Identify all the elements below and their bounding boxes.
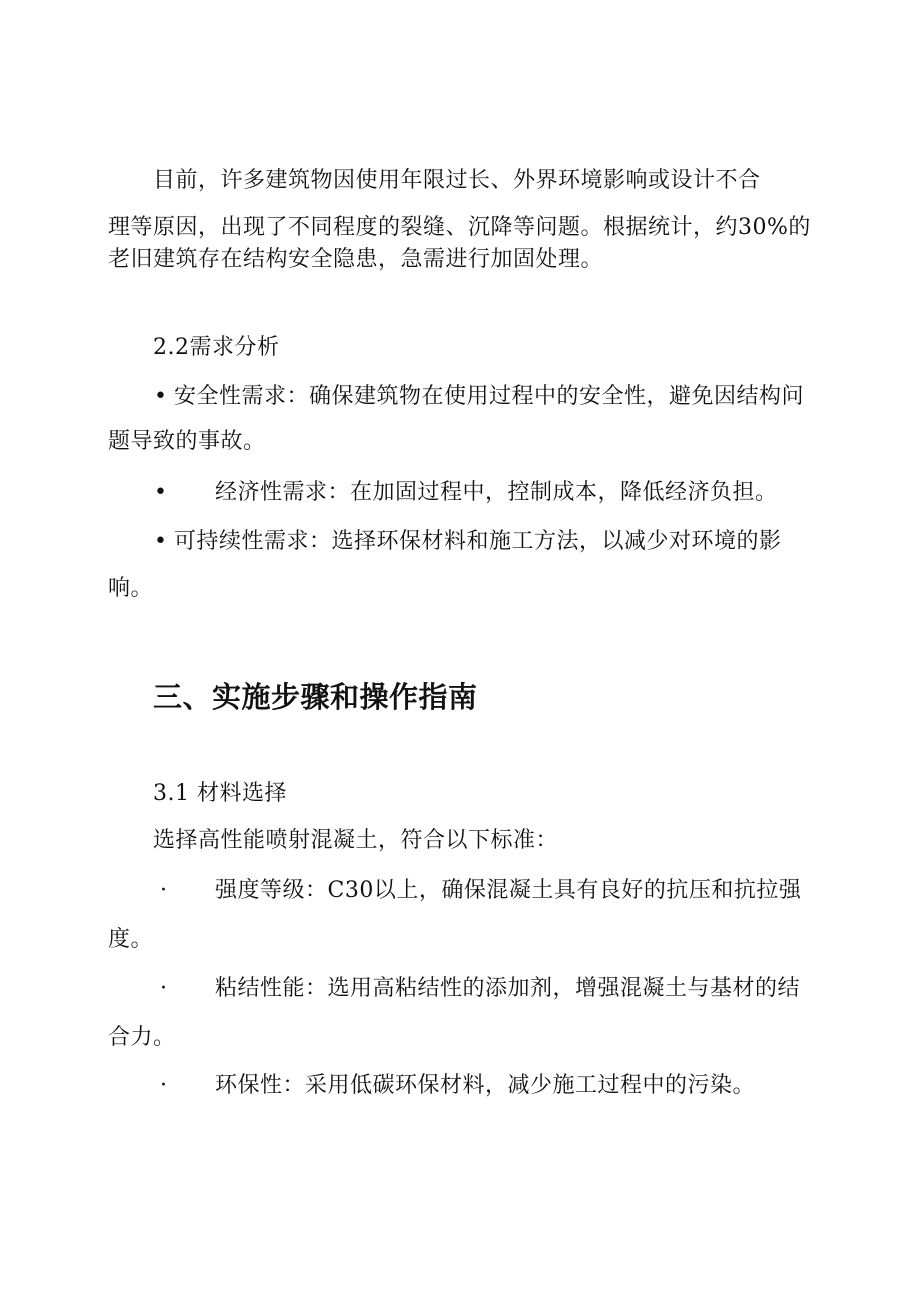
section-3-1-title: 3.1 材料选择: [153, 781, 287, 806]
material-item-2-line-2: 合力。: [108, 1025, 176, 1050]
section-2-2-title: 2.2需求分析: [153, 335, 280, 360]
material-item-1-line-1: 强度等级：C30以上，确保混凝土具有良好的抗压和抗拉强: [215, 878, 802, 903]
need-item-3-line-2: 响。: [108, 576, 154, 601]
material-item-2-line-1: 粘结性能：选用高粘结性的添加剂，增强混凝土与基材的结: [215, 976, 801, 1001]
material-item-1-line-2: 度。: [108, 927, 154, 952]
intro-line-3: 老旧建筑存在结构安全隐患，急需进行加固处理。: [108, 247, 604, 272]
material-item-3: 环保性：采用低碳环保材料，减少施工过程中的污染。: [215, 1073, 756, 1098]
bullet-dot: •: [154, 480, 167, 505]
need-item-3-line-1: 可持续性需求：选择环保材料和施工方法，以减少对环境的影: [174, 529, 782, 554]
intro-line-2: 理等原因，出现了不同程度的裂缝、沉降等问题。根据统计，约30%的: [108, 215, 811, 240]
section-3-heading: 三、实施步骤和操作指南: [153, 680, 478, 714]
section-3-1-intro: 选择高性能喷射混凝土，符合以下标准：: [153, 828, 559, 853]
need-item-1-line-2: 题导致的事故。: [108, 429, 266, 454]
bullet-dot: ·: [160, 1073, 167, 1098]
intro-line-1: 目前，许多建筑物因使用年限过长、外界环境影响或设计不合: [153, 168, 761, 193]
bullet-dot: •: [154, 384, 167, 409]
bullet-dot: •: [154, 529, 167, 554]
need-item-1-line-1: 安全性需求：确保建筑物在使用过程中的安全性，避免因结构问: [174, 384, 805, 409]
need-item-2: 经济性需求：在加固过程中，控制成本，降低经济负担。: [215, 480, 778, 505]
bullet-dot: ·: [160, 878, 167, 903]
bullet-dot: ·: [160, 976, 167, 1001]
